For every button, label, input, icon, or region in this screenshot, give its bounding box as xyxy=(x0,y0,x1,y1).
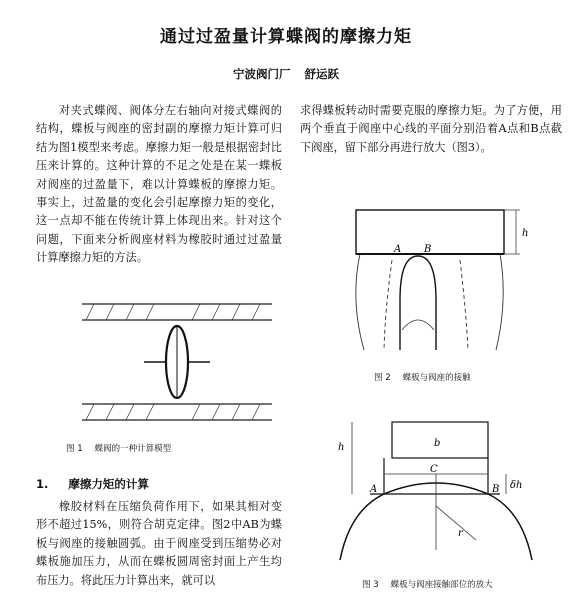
section-heading xyxy=(36,476,149,492)
figure-2-caption xyxy=(374,371,471,383)
section-title: 摩擦力矩的计算 xyxy=(68,477,149,491)
figure-3-label-a: A xyxy=(370,484,378,495)
figure-3-label-c: C xyxy=(430,464,438,475)
figure-1-diagram xyxy=(82,300,272,430)
author-line xyxy=(0,66,572,82)
figure-1-number: 图 1 xyxy=(66,444,83,454)
author-company: 宁波阀门厂 xyxy=(233,67,291,81)
figure-3-label-r: r xyxy=(458,528,463,539)
figure-2-text: 蝶板与阀座的接触 xyxy=(402,373,471,383)
author-name: 舒运跃 xyxy=(304,67,339,81)
figure-2-label-b: B xyxy=(424,244,432,255)
section-paragraph: 橡胶材料在压缩负荷作用下，如果其相对变形不超过15%，则符合胡克定律。图2中AB为蝶板与阀座的接触圆弧。由于阀座受到压缩势必对蝶板施加压力，从而在蝶板圆周密封面上产生均布压力。将此压力计算出来，就可以 xyxy=(36,500,282,587)
figure-2-label-a: A xyxy=(394,244,402,255)
figure-2-number: 图 2 xyxy=(374,373,391,383)
figure-2-label-h: h xyxy=(522,228,529,239)
figure-1-text: 蝶阀的一种计算模型 xyxy=(94,444,172,454)
intro-paragraph: 对夹式蝶阀、阀体分左右轴向对接式蝶阀的结构，蝶板与阀座的密封副的摩擦力矩计算可归结为图1模型来考虑。摩擦力矩一般是根据密封比压来计算的。这种计算的不足之处是在某一蝶板对阀座的过盈量下，难以计算蝶板的摩擦力矩。事实上，过盈量的变化会引起摩擦力矩的变化，这一点却不能在传统计算上体现出来。针对这个问题，下面来分析阀座材料为橡胶时通过过盈量计算摩擦力矩的方法。 xyxy=(36,104,282,265)
figure-3-text: 蝶板与阀座接触部位的放大 xyxy=(390,580,493,590)
section-number: 1. xyxy=(36,477,49,491)
paper-title: 通过过盈量计算蝶阀的摩擦力矩 xyxy=(160,27,412,47)
figure-3-caption xyxy=(362,578,493,590)
right-column-paragraph: 求得蝶板转动时需要克服的摩擦力矩。为了方便，用两个垂直于阀座中心线的平面分别沿着A点和B点截下阀座，留下部分再进行放大（图3）。 xyxy=(300,104,562,154)
figure-2-diagram xyxy=(340,200,540,360)
figure-3-label-h: h xyxy=(338,442,345,453)
figure-3-label-b: B xyxy=(492,484,500,495)
figure-3-diagram xyxy=(330,410,550,570)
figure-3-label-delta: δh xyxy=(510,480,523,491)
figure-3-label-b-width: b xyxy=(434,438,441,449)
figure-3-number: 图 3 xyxy=(362,580,379,590)
figure-1-caption xyxy=(66,442,171,454)
